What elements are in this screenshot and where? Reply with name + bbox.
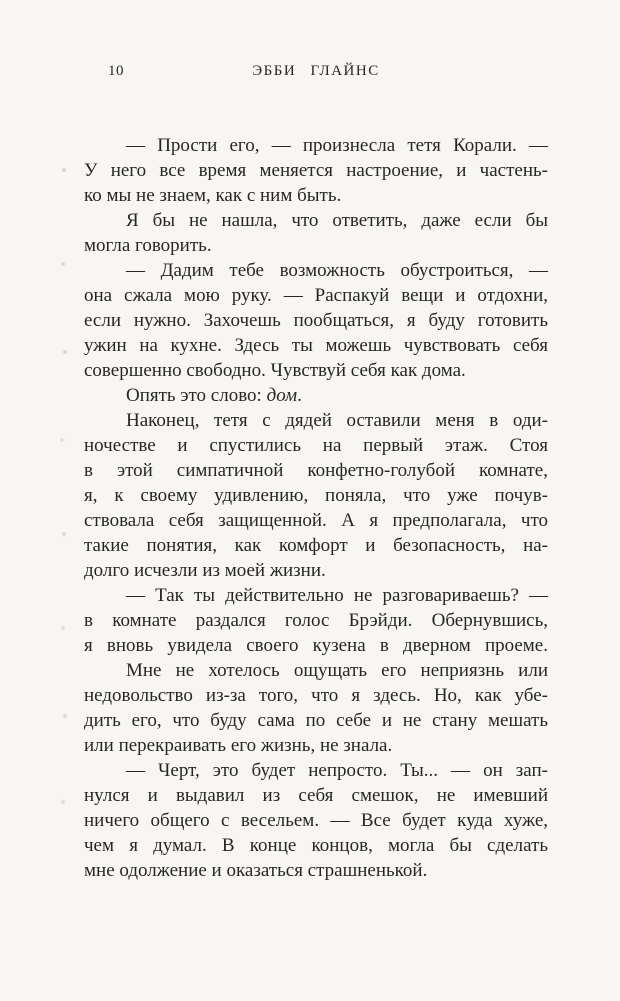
text-line: [84, 583, 548, 608]
text-segment: долго исчезли из моей жизни.: [84, 560, 326, 581]
text-line: [84, 283, 548, 308]
text-segment: — Прости его, — произнесла тетя Корали. —: [126, 135, 548, 156]
text-segment: или перекраивать его жизнь, не знала.: [84, 735, 393, 756]
text-line: [84, 208, 548, 233]
text-segment: Мне не хотелось ощущать его неприязнь или: [126, 660, 548, 681]
page-body: [84, 133, 548, 883]
text-line: [84, 233, 548, 258]
text-line: [84, 833, 548, 858]
text-segment: мне одолжение и оказаться страшненькой.: [84, 860, 428, 881]
text-segment: я, к своему удивлению, поняла, что уже почув-: [84, 485, 548, 506]
text-line: [84, 758, 548, 783]
text-segment: такие понятия, как комфорт и безопасность, на-: [84, 535, 548, 556]
text-segment: Наконец, тетя с дядей оставили меня в оди-: [126, 410, 548, 431]
text-line: [84, 133, 548, 158]
text-segment: в комнате раздался голос Брэйди. Обернувшись,: [84, 610, 548, 631]
text-line: [84, 658, 548, 683]
text-segment: я вновь увидела своего кузена в дверном проеме.: [84, 635, 548, 656]
text-segment: ствовала себя защищенной. А я предполагала, что: [84, 510, 548, 531]
text-line: [84, 383, 548, 408]
text-line: [84, 458, 548, 483]
text-segment: чем я думал. В конце концов, могла бы сделать: [84, 835, 548, 856]
text-line: [84, 333, 548, 358]
text-line: [84, 408, 548, 433]
text-line: [84, 258, 548, 283]
text-segment: ничего общего с весельем. — Все будет куда хуже,: [84, 810, 548, 831]
text-segment: она сжала мою руку. — Распакуй вещи и отдохни,: [84, 285, 548, 306]
text-segment: — Так ты действительно не разговариваешь? —: [126, 585, 548, 606]
running-title: ЭББИ ГЛАЙНС: [252, 63, 380, 79]
text-segment: совершенно свободно. Чувствуй себя как дома.: [84, 360, 466, 381]
italic-word: дом: [266, 385, 298, 406]
text-line: [84, 858, 548, 883]
text-segment: ужин на кухне. Здесь ты можешь чувствовать себя: [84, 335, 548, 356]
text-segment: Я бы не нашла, что ответить, даже если бы: [126, 210, 548, 231]
text-line: [84, 708, 548, 733]
text-line: [84, 358, 548, 383]
text-segment: если нужно. Захочешь пообщаться, я буду готовить: [84, 310, 548, 331]
page-number: 10: [108, 63, 124, 79]
text-segment: .: [297, 385, 302, 406]
text-line: [84, 808, 548, 833]
text-line: [84, 483, 548, 508]
text-segment: У него все время меняется настроение, и частень-: [84, 160, 548, 181]
text-segment: ночестве и спустились на первый этаж. Стоя: [84, 435, 548, 456]
text-segment: — Черт, это будет непросто. Ты... — он зап-: [126, 760, 548, 781]
text-line: [84, 733, 548, 758]
text-line: [84, 508, 548, 533]
page-header: [84, 61, 548, 81]
text-segment: могла говорить.: [84, 235, 212, 256]
text-line: [84, 533, 548, 558]
text-line: [84, 183, 548, 208]
text-line: [84, 783, 548, 808]
text-segment: нулся и выдавил из себя смешок, не имевший: [84, 785, 548, 806]
text-line: [84, 433, 548, 458]
text-line: [84, 558, 548, 583]
text-line: [84, 308, 548, 333]
scan-noise: [62, 168, 66, 172]
text-segment: дить его, что буду сама по себе и не стану мешать: [84, 710, 548, 731]
text-segment: Опять это слово:: [126, 385, 267, 406]
text-line: [84, 683, 548, 708]
text-segment: в этой симпатичной конфетно-голубой комнате,: [84, 460, 548, 481]
text-line: [84, 633, 548, 658]
text-segment: — Дадим тебе возможность обустроиться, —: [126, 260, 548, 281]
text-segment: недовольство из-за того, что я здесь. Но, как убе-: [84, 685, 548, 706]
text-line: [84, 158, 548, 183]
text-line: [84, 608, 548, 633]
text-segment: ко мы не знаем, как с ним быть.: [84, 185, 342, 206]
